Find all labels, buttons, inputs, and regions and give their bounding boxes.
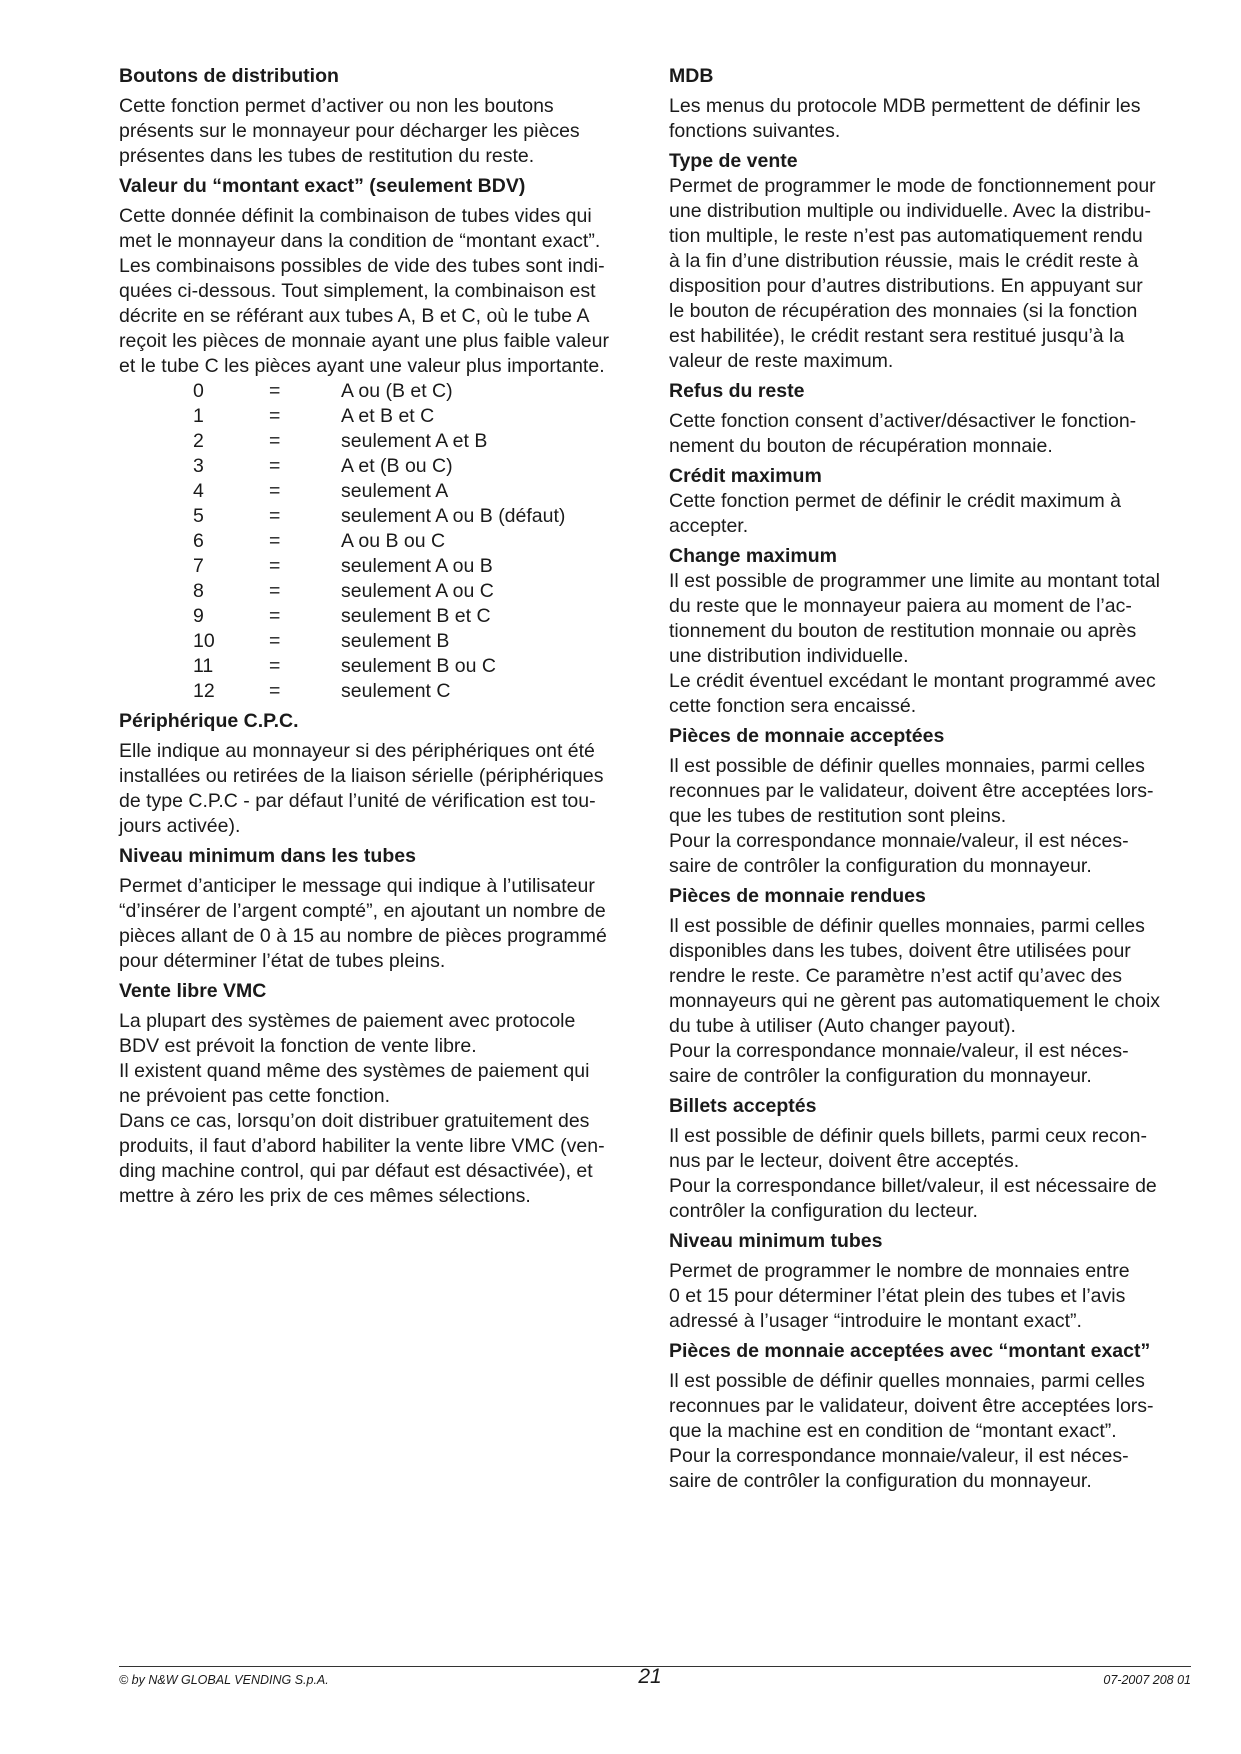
section-valeur-montant-exact [119, 174, 639, 704]
combination-row [119, 679, 639, 704]
text-line: Il est possible de définir quels billets, parmi ceux recon- [669, 1125, 1147, 1147]
section-paragraph [119, 94, 639, 169]
section-heading: Pièces de monnaie rendues [669, 885, 926, 907]
combination-number: 3 [193, 455, 204, 477]
text-line: Les combinaisons possibles de vide des tubes sont indi- [119, 255, 605, 277]
text-line: Pour la correspondance monnaie/valeur, il est néces- [669, 830, 1129, 852]
combination-table [119, 379, 639, 704]
text-line: accepter. [669, 515, 749, 537]
section-paragraph [669, 754, 1199, 879]
section-heading: Vente libre VMC [119, 980, 267, 1002]
section-heading: Périphérique C.P.C. [119, 710, 299, 732]
text-line: disponibles dans les tubes, doivent être utilisées pour [669, 940, 1131, 962]
text-line: une distribution individuelle. [669, 645, 909, 667]
combination-row [119, 479, 639, 504]
text-line: monnayeurs qui ne gèrent pas automatiquement le choix [669, 990, 1161, 1012]
combination-number: 0 [193, 380, 204, 402]
section-niveau-minimum-tubes [119, 844, 639, 974]
text-line: Il est possible de définir quelles monnaies, parmi celles [669, 755, 1145, 777]
text-line: Il existent quand même des systèmes de paiement qui [119, 1060, 590, 1082]
section-vente-libre-vmc [119, 979, 639, 1209]
text-line: du tube à utiliser (Auto changer payout). [669, 1015, 1016, 1037]
combination-number: 7 [193, 555, 204, 577]
section-pieces-acceptees [669, 724, 1199, 879]
text-line: le bouton de récupération des monnaies (si la fonction [669, 300, 1138, 322]
section-credit-maximum [669, 464, 1199, 539]
equals-sign: = [269, 505, 281, 527]
equals-sign: = [269, 580, 281, 602]
section-refus-du-reste [669, 379, 1199, 459]
combination-description: seulement B ou C [341, 655, 497, 677]
text-line: présentes dans les tubes de restitution du reste. [119, 145, 535, 167]
combination-row [119, 554, 639, 579]
text-line: reconnues par le validateur, doivent être acceptées lors- [669, 1395, 1154, 1417]
text-line: Les menus du protocole MDB permettent de définir les [669, 95, 1141, 117]
section-paragraph [119, 204, 639, 379]
text-line: adressé à l’usager “introduire le montant exact”. [669, 1310, 1082, 1332]
text-line: Permet de programmer le nombre de monnaies entre [669, 1260, 1130, 1282]
section-heading: Change maximum [669, 545, 837, 567]
text-line: de type C.P.C - par défaut l’unité de vérification est tou- [119, 790, 596, 812]
text-line: Il est possible de définir quelles monnaies, parmi celles [669, 915, 1145, 937]
section-heading: Crédit maximum [669, 465, 822, 487]
text-line: rendre le reste. Ce paramètre n’est actif qu’avec des [669, 965, 1123, 987]
text-line: tion multiple, le reste n’est pas automatiquement rendu [669, 225, 1143, 247]
equals-sign: = [269, 655, 281, 677]
text-line: Pour la correspondance monnaie/valeur, il est néces- [669, 1040, 1129, 1062]
text-line: disposition pour d’autres distributions. En appuyant sur [669, 275, 1143, 297]
text-line: BDV est prévoit la fonction de vente libre. [119, 1035, 477, 1057]
text-line: Cette fonction permet d’activer ou non les boutons [119, 95, 554, 117]
text-line: quées ci-dessous. Tout simplement, la combinaison est [119, 280, 596, 302]
section-paragraph [669, 174, 1199, 374]
text-line: du reste que le monnayeur paiera au moment de l’ac- [669, 595, 1132, 617]
combination-row [119, 529, 639, 554]
equals-sign: = [269, 555, 281, 577]
combination-description: seulement A ou C [341, 580, 494, 602]
equals-sign: = [269, 480, 281, 502]
section-heading: MDB [669, 65, 714, 87]
combination-description: seulement B et C [341, 605, 491, 627]
combination-row [119, 579, 639, 604]
text-line: à la fin d’une distribution réussie, mais le crédit reste à [669, 250, 1139, 272]
text-line: une distribution multiple ou individuelle. Avec la distribu- [669, 200, 1151, 222]
text-line: Cette donnée définit la combinaison de tubes vides qui [119, 205, 592, 227]
section-heading: Niveau minimum dans les tubes [119, 845, 416, 867]
text-line: Il est possible de programmer une limite au montant total [669, 570, 1160, 592]
combination-row [119, 404, 639, 429]
combination-row [119, 429, 639, 454]
text-line: nus par le lecteur, doivent être acceptés. [669, 1150, 1020, 1172]
section-paragraph [669, 94, 1199, 144]
text-line: fonctions suivantes. [669, 120, 841, 142]
section-paragraph [119, 1009, 639, 1209]
section-heading: Valeur du “montant exact” (seulement BDV) [119, 175, 526, 197]
text-line: produits, il faut d’abord habiliter la vente libre VMC (ven- [119, 1135, 605, 1157]
text-line: pièces allant de 0 à 15 au nombre de pièces programmé [119, 925, 607, 947]
combination-row [119, 454, 639, 479]
text-line: est habilitée), le crédit restant sera restitué jusqu’à la [669, 325, 1125, 347]
combination-description: A ou B ou C [341, 530, 446, 552]
text-line: Dans ce cas, lorsqu’on doit distribuer gratuitement des [119, 1110, 590, 1132]
combination-description: A et B et C [341, 405, 435, 427]
section-heading: Pièces de monnaie acceptées [669, 725, 945, 747]
section-change-maximum [669, 544, 1199, 719]
footer-doc-code: 07-2007 208 01 [1103, 1673, 1191, 1687]
text-line: Il est possible de définir quelles monnaies, parmi celles [669, 1370, 1145, 1392]
combination-description: seulement A ou B (défaut) [341, 505, 566, 527]
right-column [669, 64, 1199, 1499]
combination-number: 2 [193, 430, 204, 452]
section-type-de-vente [669, 149, 1199, 374]
page-number: 21 [638, 1665, 662, 1688]
equals-sign: = [269, 680, 281, 702]
combination-row [119, 379, 639, 404]
text-line: que les tubes de restitution sont pleins. [669, 805, 1007, 827]
text-line: reconnues par le validateur, doivent être acceptées lors- [669, 780, 1154, 802]
text-line: saire de contrôler la configuration du monnayeur. [669, 855, 1092, 877]
combination-row [119, 604, 639, 629]
combination-number: 10 [193, 630, 215, 652]
section-boutons-distribution [119, 64, 639, 169]
section-paragraph [669, 409, 1199, 459]
text-line: cette fonction sera encaissé. [669, 695, 917, 717]
text-line: La plupart des systèmes de paiement avec protocole [119, 1010, 576, 1032]
combination-number: 9 [193, 605, 204, 627]
section-paragraph [669, 1259, 1199, 1334]
text-line: nement du bouton de récupération monnaie. [669, 435, 1053, 457]
text-line: met le monnayeur dans la condition de “montant exact”. [119, 230, 601, 252]
text-line: Pour la correspondance monnaie/valeur, il est néces- [669, 1445, 1129, 1467]
combination-number: 1 [193, 405, 204, 427]
text-line: contrôler la configuration du lecteur. [669, 1200, 978, 1222]
section-heading: Refus du reste [669, 380, 805, 402]
section-heading: Type de vente [669, 150, 798, 172]
text-line: jours activée). [119, 815, 241, 837]
combination-number: 4 [193, 480, 204, 502]
text-line: mettre à zéro les prix de ces mêmes sélections. [119, 1185, 531, 1207]
left-column [119, 64, 639, 1214]
section-paragraph [119, 739, 639, 839]
equals-sign: = [269, 380, 281, 402]
equals-sign: = [269, 455, 281, 477]
section-heading: Niveau minimum tubes [669, 1230, 883, 1252]
text-line: décrite en se référant aux tubes A, B et C, où le tube A [119, 305, 590, 327]
combination-number: 12 [193, 680, 215, 702]
combination-number: 8 [193, 580, 204, 602]
combination-description: seulement A ou B [341, 555, 493, 577]
combination-number: 11 [193, 655, 214, 677]
section-paragraph [669, 569, 1199, 719]
combination-row [119, 629, 639, 654]
text-line: Elle indique au monnayeur si des périphériques ont été [119, 740, 595, 762]
combination-description: seulement A et B [341, 430, 488, 452]
section-niveau-minimum-tubes-mdb [669, 1229, 1199, 1334]
combination-description: A ou (B et C) [341, 380, 453, 402]
text-line: “d’insérer de l’argent compté”, en ajoutant un nombre de [119, 900, 606, 922]
equals-sign: = [269, 405, 281, 427]
section-paragraph [669, 914, 1199, 1089]
section-peripherique-cpc [119, 709, 639, 839]
combination-description: A et (B ou C) [341, 455, 453, 477]
text-line: Le crédit éventuel excédant le montant programmé avec [669, 670, 1156, 692]
equals-sign: = [269, 430, 281, 452]
text-line: 0 et 15 pour déterminer l’état plein des tubes et l’avis [669, 1285, 1126, 1307]
text-line: ding machine control, qui par défaut est désactivée), et [119, 1160, 593, 1182]
section-pieces-montant-exact [669, 1339, 1199, 1494]
combination-description: seulement A [341, 480, 449, 502]
text-line: saire de contrôler la configuration du monnayeur. [669, 1065, 1092, 1087]
text-line: tionnement du bouton de restitution monnaie ou après [669, 620, 1137, 642]
section-pieces-rendues [669, 884, 1199, 1089]
combination-row [119, 654, 639, 679]
section-paragraph [119, 874, 639, 974]
section-paragraph [669, 489, 1199, 539]
section-mdb [669, 64, 1199, 144]
section-paragraph [669, 1124, 1199, 1224]
text-line: installées ou retirées de la liaison sérielle (périphériques [119, 765, 604, 787]
equals-sign: = [269, 630, 281, 652]
section-heading: Boutons de distribution [119, 65, 339, 87]
text-line: valeur de reste maximum. [669, 350, 894, 372]
text-line: Permet d’anticiper le message qui indique à l’utilisateur [119, 875, 595, 897]
section-billets-acceptes [669, 1094, 1199, 1224]
combination-description: seulement C [341, 680, 451, 702]
section-heading: Billets acceptés [669, 1095, 817, 1117]
text-line: présents sur le monnayeur pour décharger les pièces [119, 120, 580, 142]
text-line: ne prévoient pas cette fonction. [119, 1085, 391, 1107]
combination-number: 5 [193, 505, 204, 527]
text-line: Permet de programmer le mode de fonctionnement pour [669, 175, 1156, 197]
text-line: Cette fonction permet de définir le crédit maximum à [669, 490, 1121, 512]
combination-number: 6 [193, 530, 204, 552]
equals-sign: = [269, 605, 281, 627]
text-line: Pour la correspondance billet/valeur, il est nécessaire de [669, 1175, 1157, 1197]
text-line: que la machine est en condition de “montant exact”. [669, 1420, 1117, 1442]
combination-description: seulement B [341, 630, 450, 652]
text-line: saire de contrôler la configuration du monnayeur. [669, 1470, 1092, 1492]
text-line: pour déterminer l’état de tubes pleins. [119, 950, 446, 972]
text-line: reçoit les pièces de monnaie ayant une plus faible valeur [119, 330, 609, 352]
text-line: Cette fonction consent d’activer/désactiver le fonction- [669, 410, 1137, 432]
section-paragraph [669, 1369, 1199, 1494]
section-heading: Pièces de monnaie acceptées avec “montant exact” [669, 1340, 1151, 1362]
footer-copyright: © by N&W GLOBAL VENDING S.p.A. [119, 1673, 329, 1687]
text-line: et le tube C les pièces ayant une valeur plus importante. [119, 355, 605, 377]
combination-row [119, 504, 639, 529]
equals-sign: = [269, 530, 281, 552]
